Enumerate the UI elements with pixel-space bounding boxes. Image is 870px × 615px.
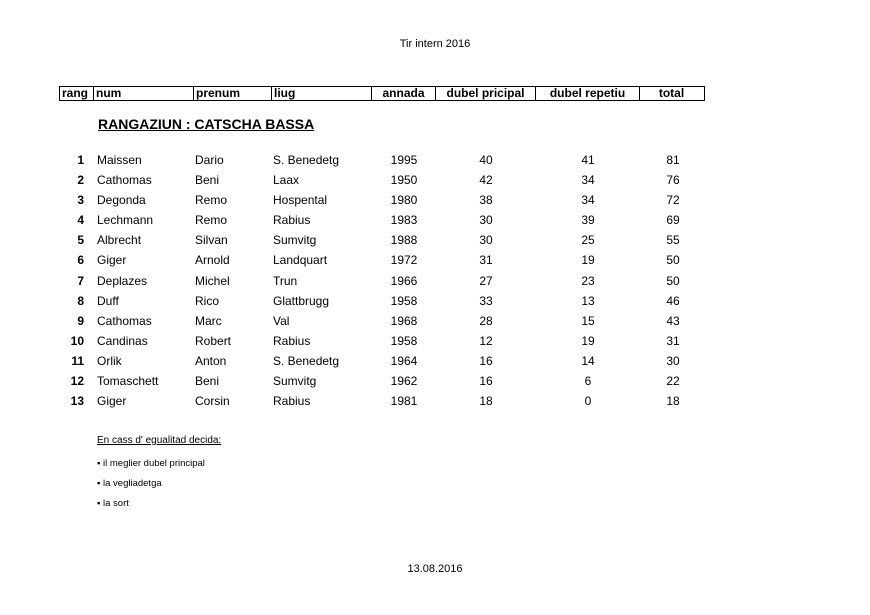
cell-num: Albrecht [97,233,142,248]
cell-total: 50 [666,253,680,268]
cell-annada: 1981 [390,394,418,409]
cell-dubel-pricipal: 30 [479,233,493,248]
note-item: ▪ la sort [97,498,129,509]
cell-dubel-pricipal: 33 [479,293,493,308]
cell-liug: Rabius [273,394,311,409]
cell-dubel-pricipal: 27 [479,273,493,288]
cell-prenum: Arnold [195,253,230,268]
cell-total: 22 [666,374,680,389]
cell-rang: 2 [77,173,84,188]
cell-prenum: Anton [195,353,227,368]
cell-num: Candinas [97,333,148,348]
cell-num: Deplazes [97,273,148,288]
cell-total: 76 [666,173,680,188]
cell-num: Giger [97,394,127,409]
cell-dubel-repetiu: 13 [581,293,595,308]
cell-dubel-pricipal: 18 [479,394,493,409]
cell-annada: 1980 [390,193,418,208]
cell-rang: 12 [70,374,84,389]
table-row [0,191,870,211]
ranking-list [0,151,870,412]
cell-annada: 1958 [390,333,418,348]
table-row [0,272,870,292]
cell-total: 72 [666,193,680,208]
cell-liug: Trun [273,273,298,288]
cell-annada: 1968 [390,313,418,328]
cell-liug: Sumvitg [273,233,317,248]
cell-annada: 1972 [390,253,418,268]
cell-annada: 1983 [390,213,418,228]
cell-num: Maissen [97,153,142,167]
cell-total: 69 [666,213,680,228]
cell-liug: Hospental [273,193,328,208]
cell-liug: Landquart [273,253,328,268]
cell-liug: Glattbrugg [273,293,330,308]
cell-rang: 1 [77,153,84,167]
cell-rang: 9 [77,313,84,328]
note-item: ▪ il meglier dubel principal [97,458,205,469]
cell-dubel-pricipal: 16 [479,374,493,389]
section-title: RANGAZIUN : CATSCHA BASSA [98,116,315,132]
cell-prenum: Beni [195,374,220,389]
cell-num: Tomaschett [97,374,159,389]
cell-num: Degonda [97,193,146,208]
cell-prenum: Rico [195,293,220,308]
cell-dubel-repetiu: 25 [581,233,595,248]
cell-num: Duff [97,293,119,308]
cell-num: Cathomas [97,173,152,188]
table-row [0,231,870,251]
cell-total: 43 [666,313,680,328]
cell-liug: Sumvitg [273,374,317,389]
table-row [0,211,870,231]
table-row [0,312,870,332]
column-header-num: num [94,87,194,100]
footer-date: 13.08.2016 [407,563,463,575]
table-header [59,86,705,101]
cell-dubel-pricipal: 16 [479,353,493,368]
cell-total: 31 [666,333,680,348]
cell-liug: Rabius [273,333,311,348]
column-header-prenum: prenum [194,87,272,100]
cell-num: Orlik [97,353,122,368]
table-row [0,352,870,372]
cell-rang: 4 [77,213,84,228]
cell-rang: 11 [71,353,84,368]
cell-dubel-pricipal: 31 [479,253,493,268]
cell-dubel-repetiu: 39 [581,213,595,228]
cell-rang: 10 [70,333,84,348]
cell-total: 55 [666,233,680,248]
cell-prenum: Corsin [195,394,230,409]
cell-rang: 6 [77,253,84,268]
column-header-rang: rang [60,87,94,100]
column-header-dubel-pricipal: dubel pricipal [436,87,536,100]
table-row [0,372,870,392]
table-row [0,151,870,171]
cell-annada: 1966 [390,273,418,288]
cell-prenum: Beni [195,173,220,188]
cell-dubel-repetiu: 23 [581,273,595,288]
cell-dubel-pricipal: 12 [479,333,493,348]
cell-dubel-pricipal: 30 [479,213,493,228]
cell-rang: 5 [77,233,84,248]
cell-dubel-repetiu: 34 [581,193,595,208]
column-header-total: total [658,87,685,100]
cell-liug: S. Benedetg [273,353,340,368]
cell-total: 50 [666,273,680,288]
cell-dubel-repetiu: 19 [581,253,595,268]
table-row [0,251,870,271]
cell-num: Cathomas [97,313,152,328]
cell-dubel-repetiu: 6 [584,374,592,389]
cell-dubel-repetiu: 41 [581,153,595,167]
cell-dubel-pricipal: 28 [479,313,493,328]
page-title: Tir intern 2016 [399,38,471,50]
cell-prenum: Marc [195,313,222,328]
cell-dubel-pricipal: 40 [479,153,493,167]
cell-annada: 1950 [390,173,418,188]
cell-num: Giger [97,253,127,268]
cell-rang: 3 [77,193,84,208]
column-header-dubel-repetiu: dubel repetiu [536,87,640,100]
table-row [0,332,870,352]
cell-rang: 8 [77,293,84,308]
cell-annada: 1964 [390,353,418,368]
table-row [0,171,870,191]
cell-liug: Val [273,313,290,328]
cell-annada: 1995 [390,153,418,167]
note-item: ▪ la vegliadetga [97,478,162,489]
tiebreak-notes [97,435,222,509]
cell-annada: 1962 [390,374,418,389]
cell-prenum: Remo [195,193,228,208]
cell-annada: 1958 [390,293,418,308]
cell-liug: S. Benedetg [273,153,340,167]
cell-dubel-pricipal: 42 [479,173,493,188]
cell-num: Lechmann [97,213,154,228]
cell-dubel-repetiu: 19 [581,333,595,348]
cell-prenum: Robert [195,333,232,348]
column-header-liug: liug [272,87,372,100]
column-header-annada: annada [372,87,436,100]
cell-dubel-pricipal: 38 [479,193,493,208]
cell-rang: 13 [70,394,84,409]
table-row [0,292,870,312]
cell-prenum: Silvan [195,233,228,248]
cell-dubel-repetiu: 0 [584,394,592,409]
cell-prenum: Remo [195,213,228,228]
cell-total: 81 [666,153,680,167]
cell-annada: 1988 [390,233,418,248]
cell-dubel-repetiu: 15 [581,313,595,328]
cell-total: 30 [666,353,680,368]
cell-liug: Laax [273,173,300,188]
cell-total: 46 [666,293,680,308]
notes-heading: En cass d' egualitad decida: [97,435,222,446]
cell-prenum: Michel [195,273,230,288]
cell-dubel-repetiu: 34 [581,173,595,188]
cell-dubel-repetiu: 14 [581,353,595,368]
cell-total: 18 [666,394,680,409]
cell-liug: Rabius [273,213,311,228]
cell-prenum: Dario [195,153,224,167]
table-row [0,392,870,412]
cell-rang: 7 [77,273,84,288]
